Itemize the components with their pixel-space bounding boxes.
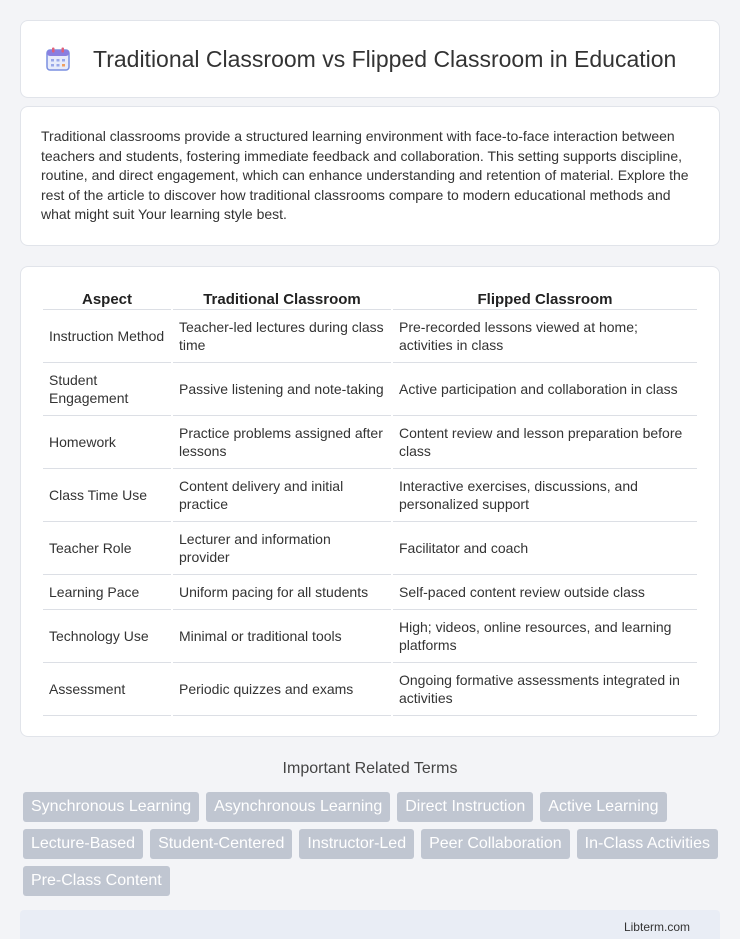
related-term-tag[interactable]: Pre-Class Content <box>23 866 170 896</box>
cell-aspect: Technology Use <box>43 610 171 663</box>
cell-traditional: Teacher-led lectures during class time <box>173 310 391 363</box>
cell-traditional: Uniform pacing for all students <box>173 575 391 610</box>
cell-traditional: Periodic quizzes and exams <box>173 663 391 716</box>
header-traditional: Traditional Classroom <box>173 287 391 310</box>
cell-flipped: Facilitator and coach <box>393 522 697 575</box>
comparison-table-card <box>20 266 720 737</box>
related-term-tag[interactable]: Synchronous Learning <box>23 792 199 822</box>
related-term-tag[interactable]: Lecture-Based <box>23 829 143 859</box>
table-row <box>43 663 697 716</box>
table-row <box>43 575 697 610</box>
related-term-tag[interactable]: Asynchronous Learning <box>206 792 390 822</box>
table-row <box>43 469 697 522</box>
cell-traditional: Content delivery and initial practice <box>173 469 391 522</box>
cell-traditional: Lecturer and information provider <box>173 522 391 575</box>
table-row <box>43 522 697 575</box>
cell-flipped: Pre-recorded lessons viewed at home; activities in class <box>393 310 697 363</box>
cell-traditional: Practice problems assigned after lessons <box>173 416 391 469</box>
cell-flipped: Content review and lesson preparation before class <box>393 416 697 469</box>
comparison-table <box>41 287 699 716</box>
cell-aspect: Student Engagement <box>43 363 171 416</box>
cell-aspect: Learning Pace <box>43 575 171 610</box>
related-terms-list <box>23 792 720 896</box>
cell-traditional: Minimal or traditional tools <box>173 610 391 663</box>
footer-brand-link[interactable]: Libterm.com <box>623 919 690 934</box>
related-terms-title: Important Related Terms <box>282 759 458 777</box>
table-row <box>43 363 697 416</box>
header-aspect: Aspect <box>43 287 171 310</box>
cell-aspect: Teacher Role <box>43 522 171 575</box>
page-title: Traditional Classroom vs Flipped Classroom in Education <box>93 45 677 72</box>
table-row <box>43 416 697 469</box>
cell-traditional: Passive listening and note-taking <box>173 363 391 416</box>
related-term-tag[interactable]: Peer Collaboration <box>421 829 570 859</box>
cell-aspect: Homework <box>43 416 171 469</box>
page-footer <box>20 910 720 939</box>
cell-aspect: Class Time Use <box>43 469 171 522</box>
header-flipped: Flipped Classroom <box>393 287 697 310</box>
cell-aspect: Assessment <box>43 663 171 716</box>
cell-aspect: Instruction Method <box>43 310 171 363</box>
cell-flipped: Interactive exercises, discussions, and personalized support <box>393 469 697 522</box>
cell-flipped: Self-paced content review outside class <box>393 575 697 610</box>
table-header-row <box>43 287 697 310</box>
cell-flipped: Active participation and collaboration in class <box>393 363 697 416</box>
cell-flipped: Ongoing formative assessments integrated in activities <box>393 663 697 716</box>
related-term-tag[interactable]: In-Class Activities <box>577 829 718 859</box>
intro-text: Traditional classrooms provide a structured learning environment with face-to-face interaction between teachers and students, fostering immediate feedback and collaboration. This setting supports discipline, routine, and direct engagement, which can enhance understanding and retention of material. Explore the rest of the article to discover how traditional classrooms compare to modern educational methods and what might suit Your learning style best. <box>41 128 689 222</box>
cell-flipped: High; videos, online resources, and learning platforms <box>393 610 697 663</box>
related-term-tag[interactable]: Instructor-Led <box>299 829 414 859</box>
table-row <box>43 610 697 663</box>
calendar-icon <box>45 46 71 72</box>
intro-section <box>20 106 720 246</box>
related-term-tag[interactable]: Direct Instruction <box>397 792 533 822</box>
related-term-tag[interactable]: Active Learning <box>540 792 666 822</box>
related-term-tag[interactable]: Student-Centered <box>150 829 292 859</box>
table-row <box>43 310 697 363</box>
page-header <box>20 20 720 98</box>
